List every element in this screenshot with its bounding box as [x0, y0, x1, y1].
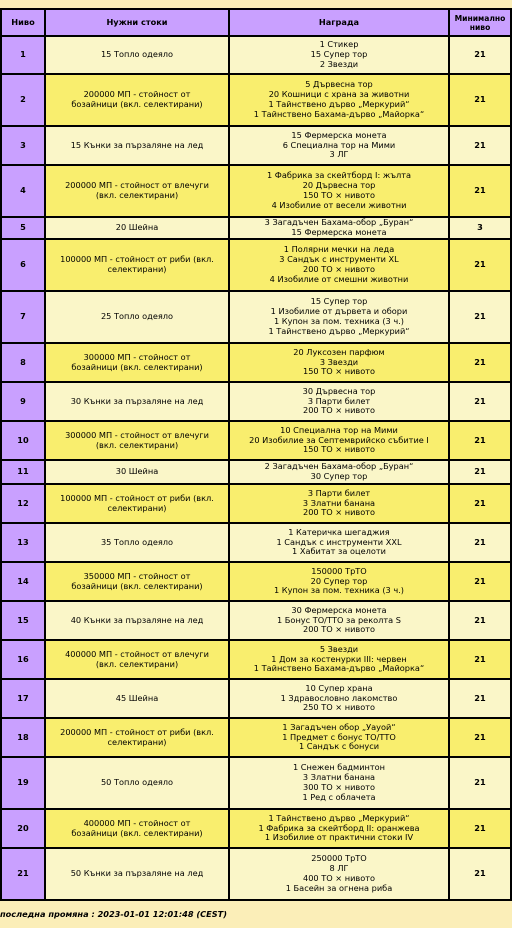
row-level: 17 [1, 679, 45, 718]
row-reward-line: 15 Фермерска монета [291, 129, 387, 140]
row-level: 2 [1, 74, 45, 126]
row-reward-line: 1 Изобилие от практични стоки IV [264, 832, 414, 843]
row-reward-line: 3 Звезди [319, 356, 359, 367]
table-row [1, 126, 511, 165]
row-reward-line: 20 Супер тор [310, 575, 368, 586]
row-level: 11 [1, 460, 45, 484]
row-reward-line: 1 Купон за пом. техника (3 ч.) [273, 585, 405, 596]
row-reward-line: 3 ЛГ [329, 149, 349, 160]
row-reward [229, 601, 449, 640]
row-reward-line: 1 Стикер [319, 39, 359, 50]
row-goods-line: 15 Топло одеяло [100, 49, 174, 60]
row-level: 7 [1, 291, 45, 343]
row-goods-line: селектирани) [107, 736, 167, 747]
row-level: 4 [1, 165, 45, 217]
table-row [1, 421, 511, 460]
row-goods [45, 809, 229, 848]
row-min-level: 21 [449, 239, 511, 291]
row-reward-line: 2 Загадъчен Бахама-обор „Буран“ [264, 461, 414, 472]
row-goods [45, 126, 229, 165]
row-reward [229, 165, 449, 217]
table-row [1, 601, 511, 640]
row-goods [45, 848, 229, 900]
row-reward-line: 2 Звезди [319, 58, 359, 69]
table-row [1, 562, 511, 601]
row-goods-line: бозайници (вкл. селектирани) [71, 580, 203, 591]
row-goods-line: 300000 МП - стойност от [83, 351, 191, 362]
row-min-level: 21 [449, 601, 511, 640]
row-reward [229, 421, 449, 460]
row-reward [229, 343, 449, 382]
row-level: 18 [1, 718, 45, 757]
table-header-row [1, 9, 511, 36]
row-reward-line: 8 ЛГ [329, 863, 349, 874]
row-reward-line: 1 Купон за пом. техника (3 ч.) [273, 316, 405, 326]
row-reward-line: 1 Басейн за огнена риба [285, 882, 393, 893]
row-goods-line: селектирани) [107, 264, 167, 274]
row-goods [45, 523, 229, 562]
row-goods-line: бозайници (вкл. селектирани) [71, 99, 203, 109]
row-reward-line: 150 ТО × нивото [302, 444, 376, 455]
row-reward-line: 1 Бонус ТО/ТТО за реколта S [277, 614, 401, 625]
row-reward [229, 36, 449, 74]
row-min-level: 21 [449, 343, 511, 382]
row-min-level: 21 [449, 165, 511, 217]
goals-table [0, 8, 512, 901]
header-level: Ниво [1, 9, 45, 36]
row-goods-line: селектирани) [107, 502, 167, 513]
row-reward-line: 200 ТО × нивото [302, 405, 376, 416]
row-goods [45, 421, 229, 460]
row-min-level: 21 [449, 421, 511, 460]
row-reward-line: 1 Снежен бадминтон [293, 762, 385, 773]
row-min-level: 21 [449, 484, 511, 523]
row-reward-line: 3 Парти билет [307, 487, 371, 498]
row-level: 5 [1, 217, 45, 239]
row-reward-line: 20 Кошници с храна за животни [268, 89, 410, 100]
row-reward-line: 200 ТО × нивото [302, 624, 376, 635]
row-reward-line: 30 Фермерска монета [291, 604, 387, 615]
row-goods [45, 239, 229, 291]
row-goods [45, 382, 229, 421]
row-reward-line: 250000 ТрТО [311, 853, 367, 864]
row-goods-line: 25 Топло одеяло [100, 311, 174, 322]
row-min-level: 21 [449, 679, 511, 718]
table-row [1, 165, 511, 217]
row-reward-line: 1 Катеричка шегаджия [288, 526, 390, 537]
row-reward-line: 3 Загадъчен Бахама-обор „Буран“ [264, 217, 414, 228]
row-reward [229, 126, 449, 165]
row-min-level: 21 [449, 291, 511, 343]
row-reward [229, 562, 449, 601]
row-goods [45, 757, 229, 809]
header-min-level [449, 9, 511, 36]
row-min-level: 21 [449, 36, 511, 74]
row-goods [45, 601, 229, 640]
row-reward-line: 3 Сандък с инструменти XL [279, 254, 399, 265]
row-reward-line: 1 Фабрика за скейтборд I: жълта [266, 170, 412, 181]
row-min-level: 21 [449, 562, 511, 601]
row-goods [45, 291, 229, 343]
row-reward [229, 809, 449, 848]
row-reward-line: 1 Ред с облачета [302, 791, 376, 802]
row-min-level: 21 [449, 718, 511, 757]
row-reward-line: 5 Дървесна тор [305, 79, 373, 90]
row-reward-line: 200 ТО × нивото [302, 264, 376, 274]
row-reward-line: 15 Супер тор [310, 49, 368, 60]
row-goods [45, 165, 229, 217]
row-reward [229, 523, 449, 562]
row-goods-line: 300000 МП - стойност от влечуги [65, 429, 209, 440]
row-min-level: 21 [449, 640, 511, 679]
row-reward-line: 1 Фабрика за скейтборд II: оранжева [258, 822, 420, 833]
row-goods-line: 400000 МП - стойност от [83, 817, 191, 828]
row-reward-line: 15 Супер тор [310, 296, 368, 307]
row-goods-line: 30 Кънки за пързаляне на лед [70, 395, 204, 406]
row-reward-line: 20 Луксозен парфюм [293, 346, 385, 357]
table-row [1, 239, 511, 291]
header-reward: Награда [229, 9, 449, 36]
row-reward [229, 718, 449, 757]
row-goods-line: 20 Шейна [115, 222, 159, 233]
row-goods-line: 50 Кънки за пързаляне на лед [70, 868, 204, 879]
table-body [1, 36, 511, 900]
table-row [1, 36, 511, 74]
row-goods-line: 45 Шейна [115, 692, 159, 703]
row-level: 19 [1, 757, 45, 809]
row-reward-line: 150000 ТрТО [311, 565, 367, 576]
row-reward-line: 4 Изобилие от весели животни [271, 199, 407, 210]
table-row [1, 523, 511, 562]
row-reward [229, 74, 449, 126]
row-reward-line: 150 ТО × нивото [302, 190, 376, 200]
row-reward [229, 239, 449, 291]
row-reward-line: 20 Изобилие за Септемврийско събитие I [249, 434, 429, 445]
row-min-level: 21 [449, 848, 511, 900]
row-goods-line: 200000 МП - стойност от риби (вкл. [60, 726, 214, 737]
row-reward-line: 1 Здравословно лакомство [280, 692, 398, 703]
row-goods-line: 200000 МП - стойност от [83, 89, 191, 100]
row-min-level: 21 [449, 126, 511, 165]
row-level: 14 [1, 562, 45, 601]
header-min-level-line: Минимално [454, 13, 506, 23]
row-reward [229, 484, 449, 523]
row-goods-line: 100000 МП - стойност от риби (вкл. [60, 254, 214, 265]
row-goods [45, 640, 229, 679]
row-level: 3 [1, 126, 45, 165]
row-level: 6 [1, 239, 45, 291]
header-min-level-line: ниво [469, 22, 491, 32]
table-row [1, 343, 511, 382]
row-reward-line: 1 Тайнствено дърво „Меркурий“ [268, 99, 410, 109]
row-reward-line: 3 Златни банана [302, 772, 376, 783]
row-reward-line: 150 ТО × нивото [302, 366, 376, 377]
row-reward-line: 1 Предмет с бонус ТО/ТТО [282, 731, 396, 742]
row-reward-line: 250 ТО × нивото [302, 702, 376, 713]
row-reward-line: 15 Фермерска монета [291, 227, 387, 237]
row-level: 20 [1, 809, 45, 848]
row-level: 10 [1, 421, 45, 460]
row-reward [229, 757, 449, 809]
row-reward [229, 640, 449, 679]
row-goods-line: 40 Кънки за пързаляне на лед [70, 614, 204, 625]
row-reward-line: 1 Изобилие от дървета и обори [270, 306, 408, 317]
table-row [1, 217, 511, 239]
row-min-level: 21 [449, 809, 511, 848]
row-reward-line: 1 Тайнствено Бахама-дърво „Майорка“ [253, 663, 425, 674]
row-goods-line: (вкл. селектирани) [95, 439, 179, 450]
row-goods [45, 718, 229, 757]
row-goods-line: 30 Шейна [115, 466, 159, 477]
row-goods-line: 35 Топло одеяло [100, 536, 174, 547]
row-goods-line: 50 Топло одеяло [100, 777, 174, 788]
table-row [1, 809, 511, 848]
table-row [1, 757, 511, 809]
row-min-level: 21 [449, 382, 511, 421]
row-min-level: 21 [449, 757, 511, 809]
row-level: 13 [1, 523, 45, 562]
row-level: 16 [1, 640, 45, 679]
row-reward-line: 6 Специална тор на Мими [282, 139, 396, 150]
row-level: 21 [1, 848, 45, 900]
row-reward [229, 460, 449, 484]
row-reward-line: 300 ТО × нивото [302, 782, 376, 792]
row-goods [45, 36, 229, 74]
row-goods-line: (вкл. селектирани) [95, 658, 179, 669]
row-goods-line: бозайници (вкл. селектирани) [71, 361, 203, 372]
table-row [1, 460, 511, 484]
table-row [1, 679, 511, 718]
row-goods [45, 679, 229, 718]
table-row [1, 718, 511, 757]
row-min-level: 21 [449, 523, 511, 562]
table-row [1, 382, 511, 421]
row-reward-line: 1 Загадъчен обор „Уауой“ [282, 721, 396, 732]
row-goods [45, 74, 229, 126]
header-goods: Нужни стоки [45, 9, 229, 36]
row-reward-line: 4 Изобилие от смешни животни [269, 273, 409, 284]
row-goods [45, 343, 229, 382]
row-reward-line: 30 Дървесна тор [302, 385, 376, 396]
row-reward-line: 20 Дървесна тор [302, 180, 376, 191]
row-goods-line: (вкл. селектирани) [95, 190, 179, 200]
row-reward-line: 200 ТО × нивото [302, 507, 376, 518]
row-reward-line: 1 Тайнствено дърво „Меркурий“ [268, 325, 410, 336]
row-reward [229, 217, 449, 239]
row-reward-line: 1 Хабитат за оцелоти [292, 546, 386, 557]
row-goods-line: 350000 МП - стойност от [83, 570, 191, 581]
row-level: 8 [1, 343, 45, 382]
row-goods [45, 484, 229, 523]
row-reward [229, 291, 449, 343]
row-reward-line: 1 Тайнствено Бахама-дърво „Майорка“ [253, 108, 425, 119]
table-row [1, 291, 511, 343]
row-level: 15 [1, 601, 45, 640]
row-level: 12 [1, 484, 45, 523]
row-goods-line: 100000 МП - стойност от риби (вкл. [60, 492, 214, 503]
row-min-level: 21 [449, 74, 511, 126]
row-reward-line: 1 Дом за костенурки III: червен [271, 653, 407, 664]
row-goods-line: 15 Кънки за пързаляне на лед [70, 139, 204, 150]
row-reward [229, 848, 449, 900]
last-modified-footer: последна промяна : 2023-01-01 12:01:48 (CEST) [0, 909, 227, 919]
row-reward-line: 1 Сандък с инструменти XXL [276, 536, 402, 547]
row-reward-line: 1 Тайнствено дърво „Меркурий“ [268, 812, 410, 823]
row-reward-line: 3 Парти билет [307, 395, 371, 406]
row-reward-line: 400 ТО × нивото [302, 873, 376, 883]
row-goods [45, 562, 229, 601]
row-goods-line: 400000 МП - стойност от влечуги [65, 648, 209, 659]
table-row [1, 74, 511, 126]
row-goods-line: 200000 МП - стойност от влечуги [65, 180, 209, 191]
table-row [1, 848, 511, 900]
row-goods-line: бозайници (вкл. селектирани) [71, 827, 203, 838]
row-level: 9 [1, 382, 45, 421]
row-min-level: 3 [449, 217, 511, 239]
row-min-level: 21 [449, 460, 511, 484]
row-reward-line: 30 Супер тор [310, 471, 368, 481]
row-reward-line: 3 Златни банана [302, 497, 376, 508]
table-row [1, 640, 511, 679]
row-reward-line: 10 Специална тор на Мими [280, 424, 398, 435]
row-reward-line: 5 Звезди [319, 643, 359, 654]
row-level: 1 [1, 36, 45, 74]
row-reward [229, 679, 449, 718]
row-reward-line: 1 Сандък с бонуси [298, 741, 380, 752]
row-goods [45, 217, 229, 239]
row-reward-line: 1 Полярни мечки на леда [283, 244, 395, 255]
row-reward-line: 10 Супер храна [305, 682, 373, 693]
row-goods [45, 460, 229, 484]
row-reward [229, 382, 449, 421]
table-row [1, 484, 511, 523]
